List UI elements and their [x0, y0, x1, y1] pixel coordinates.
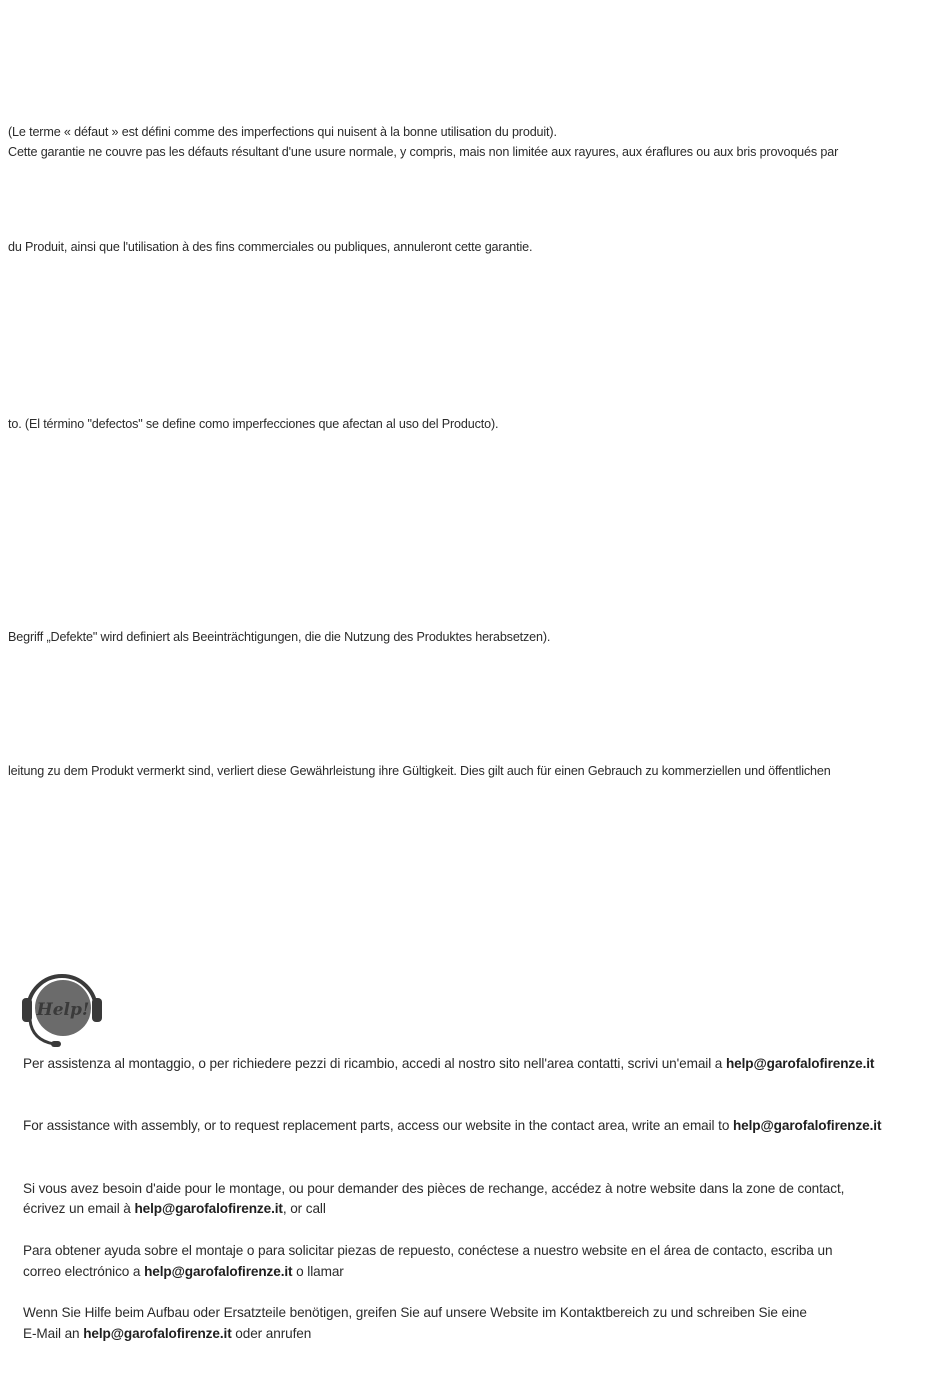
help-text-it [23, 1054, 874, 1074]
warranty-fr-void-clause: du Produit, ainsi que l'utilisation à des fins commerciales ou publiques, annuleront cette garantie. [8, 240, 533, 254]
help-text-de-line2 [23, 1324, 311, 1344]
warranty-fr-exclusions: Cette garantie ne couvre pas les défauts résultant d'une usure normale, y compris, mais non limitée aux rayures, aux éraflures ou aux bris provoqués par [8, 145, 839, 159]
help-de-after: oder anrufen [231, 1326, 312, 1341]
help-text-de-line1: Wenn Sie Hilfe beim Aufbau oder Ersatzteile benötigen, greifen Sie auf unsere Website im Kontaktbereich zu und schreiben Sie eine [23, 1305, 807, 1320]
help-es-after: o llamar [292, 1264, 344, 1279]
help-headset-icon [20, 972, 106, 1052]
warranty-fr-defect-definition: (Le terme « défaut » est défini comme des imperfections qui nuisent à la bonne utilisation du produit). [8, 125, 557, 139]
help-fr-text: écrivez un email à [23, 1201, 135, 1216]
warranty-de-void-clause: leitung zu dem Produkt vermerkt sind, verliert diese Gewährleistung ihre Gültigkeit. Dies gilt auch für einen Gebrauch zu kommerziellen und öffentlichen [8, 764, 831, 778]
help-fr-after: , or call [282, 1201, 326, 1216]
help-it-text: Per assistenza al montaggio, o per richiedere pezzi di ricambio, accedi al nostro sito nell'area contatti, scrivi un'email a [23, 1056, 726, 1071]
help-text-fr-line1: Si vous avez besoin d'aide pour le montage, ou pour demander des pièces de rechange, accédez à notre website dans la zone de contact, [23, 1181, 845, 1196]
help-text-fr-line2 [23, 1199, 326, 1219]
help-de-text: E-Mail an [23, 1326, 84, 1341]
help-email-link-it[interactable]: help@garofalofirenze.it [725, 1056, 875, 1071]
help-text-es-line2 [23, 1262, 344, 1282]
help-email-link-de[interactable]: help@garofalofirenze.it [83, 1326, 232, 1341]
help-email-link-en[interactable]: help@garofalofirenze.it [732, 1118, 882, 1133]
warranty-es-defect-definition: to. (El término "defectos" se define como imperfecciones que afectan al uso del Producto). [8, 417, 499, 431]
warranty-de-defect-definition: Begriff „Defekte" wird definiert als Beeinträchtigungen, die die Nutzung des Produktes herabsetzen). [8, 630, 551, 644]
help-email-link-es[interactable]: help@garofalofirenze.it [144, 1264, 293, 1279]
help-icon-label: Help! [36, 1000, 90, 1020]
help-email-link-fr[interactable]: help@garofalofirenze.it [134, 1201, 283, 1216]
help-es-text: correo electrónico a [23, 1264, 145, 1279]
help-en-text: For assistance with assembly, or to request replacement parts, access our website in the contact area, write an email to [23, 1118, 733, 1133]
help-text-es-line1: Para obtener ayuda sobre el montaje o para solicitar piezas de repuesto, conéctese a nuestro website en el área de contacto, escriba un [23, 1243, 833, 1258]
help-text-en [23, 1116, 881, 1136]
